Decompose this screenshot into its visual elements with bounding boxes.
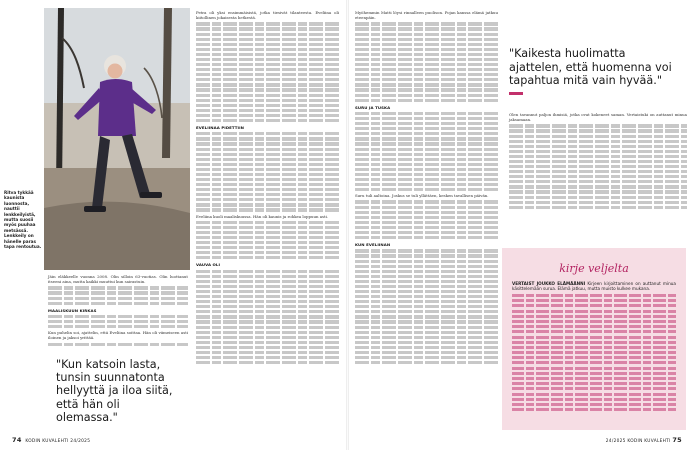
photo-caption: Ritva tykkää kaunista luonnosta, nauttii lenkkeilyistä, mutta suosii myös puuhaa metsässä. Lenkkeily on hänelle paras tapa rentoutua.	[4, 190, 42, 250]
sidebar-title: kirje veljelta	[559, 262, 629, 275]
magazine-issue: 24/2025 KODIN KUVALEHTI	[605, 439, 671, 444]
subheading: EVELIINAA PIDETTIIN	[196, 125, 244, 131]
subheading: KUN EVELIINAN	[355, 242, 391, 248]
sidebar-text	[512, 281, 676, 292]
left-page	[0, 0, 347, 450]
paragraph: Jäin eläkkeelle vuonna 2008. Olin silloin 63-vuotias. Olin luottanut itseeni aina, mutta kaikki muuttui kun sairastuin.	[48, 274, 188, 285]
sidebar-lead: VERTAIST JOUKKO ELÄMÄÄNNI	[512, 281, 586, 286]
sidebar-box	[502, 248, 686, 430]
pull-quote-text: "Kaikesta huolimatta ajattelen, että huomenna voi tapahtua mitä vain hyvää."	[509, 47, 672, 88]
photo-woman-exercising	[44, 8, 190, 270]
pull-quote-left: "Kun katsoin lasta, tunsin suunnatonta hellyyttä ja iloa siitä, että hän oli olemassa."	[56, 358, 173, 424]
left-footer	[12, 436, 90, 444]
pull-quote-right	[509, 47, 679, 95]
paragraph: Petra oli yksi ensimmäisistä, jotka tiesivät tilanteesta. Eveliina oli kiitollinen jokaisesta hetkestä.	[196, 10, 339, 21]
right-footer	[606, 436, 684, 444]
article-column-2	[196, 10, 339, 366]
paragraph: Olen tavannut paljon ihmisiä, jotka ovat kokeneet saman. Vertaistuki on auttanut minua jaksamaan.	[509, 112, 687, 123]
paragraph: Kun puhelin soi, ajattelin, että Eveliina soittaa. Hän oli viimeiseen asti iloinen ja jaksoi yrittää.	[48, 330, 188, 341]
subheading: MAALISKUUN KIRKAS	[48, 307, 97, 313]
page-number: 75	[672, 436, 682, 444]
article-column-1	[48, 274, 188, 348]
sidebar-ingress: Kirjeen kirjoittaminen on auttanut minua käsittelemään surua. Elämä jatkuu, mutta muisto kulkee mukana.	[512, 281, 676, 292]
article-column-3	[355, 10, 498, 366]
quote-accent-bar	[509, 92, 523, 95]
paragraph: Eveliina kuoli maaliskuussa. Hän oli kaunis ja rohkea loppuun asti.	[196, 213, 329, 219]
subheading: SURU JA TUSKA	[355, 104, 391, 110]
paragraph: Myöhemmin Matti löysi rinnalleen puolison. Pojan kanssa elämä jatkuu eteenpäin.	[355, 10, 498, 21]
page-number: 74	[12, 436, 22, 444]
magazine-issue: KODIN KUVALEHTI 24/2025	[25, 439, 91, 444]
paragraph: Suru tuli aaltoina. Joskus se tuli yllättäen, kesken tavallisen päivän.	[355, 193, 489, 199]
photo-illustration	[44, 8, 190, 270]
subheading: VAUVA OLI	[196, 262, 221, 268]
article-column-4	[509, 112, 687, 211]
